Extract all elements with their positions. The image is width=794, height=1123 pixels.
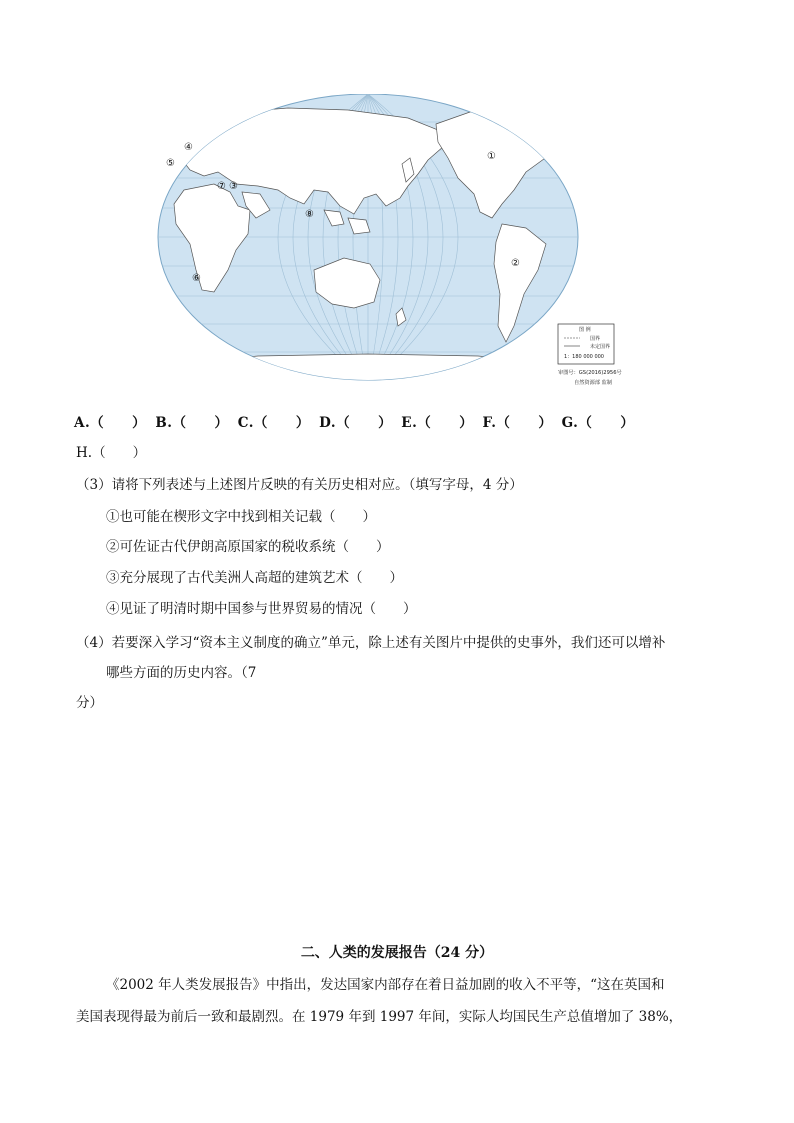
map-legend — [558, 324, 614, 364]
world-map — [118, 94, 638, 394]
graticule — [148, 94, 588, 394]
answer-slot-b[interactable]: B.（ ） — [155, 415, 229, 431]
answer-slot-e[interactable]: E.（ ） — [401, 415, 474, 431]
marker-2 — [511, 258, 520, 269]
answer-slot-g[interactable]: G.（ ） — [561, 415, 635, 431]
svg-text:⑦: ⑦ — [217, 181, 226, 192]
legend-item: 国界 — [590, 336, 601, 342]
question-3-item-1[interactable]: ①也可能在楔形文字中找到相关记载（ ） — [106, 509, 376, 525]
answer-slots-row — [74, 414, 638, 432]
question-4-line-1: （4）若要深入学习“资本主义制度的确立”单元，除上述有关图片中提供的史事外，我们还可以增补 — [76, 635, 666, 651]
answer-slot-c[interactable]: C.（ ） — [237, 415, 310, 431]
legend-title: 图 例 — [579, 327, 591, 333]
map-review-number: 审图号：GS(2016)2956号 — [558, 370, 622, 376]
question-3-item-2[interactable]: ②可佐证古代伊朗高原国家的税收系统（ ） — [106, 539, 390, 555]
question-3-prompt: （3）请将下列表述与上述图片反映的有关历史相对应。（填写字母，4 分） — [76, 477, 523, 493]
marker-1 — [487, 151, 496, 162]
legend-item: 未定国界 — [590, 344, 611, 350]
svg-text:⑤: ⑤ — [166, 158, 175, 169]
question-3-item-3[interactable]: ③充分展现了古代美洲人高超的建筑艺术（ ） — [106, 570, 403, 586]
svg-text:④: ④ — [184, 142, 193, 153]
svg-text:①: ① — [487, 151, 496, 162]
section-title: 二、人类的发展报告（24 分） — [300, 945, 494, 961]
question-4-line-2: 哪些方面的历史内容。（7 — [106, 665, 257, 681]
svg-text:⑥: ⑥ — [192, 273, 201, 284]
question-4-line-3: 分） — [76, 695, 103, 711]
answer-slot-f[interactable]: F.（ ） — [482, 415, 553, 431]
answer-slot-d[interactable]: D.（ ） — [319, 415, 393, 431]
section-paragraph-line-2: 美国表现得最为前后一致和最剧烈。在 1979 年到 1997 年间，实际人均国民生产总值增加了 38%， — [76, 1009, 683, 1025]
marker-5 — [166, 158, 175, 169]
svg-text:②: ② — [511, 258, 520, 269]
antarctica-shape — [178, 354, 558, 394]
greenland-shape — [548, 102, 580, 126]
marker-3 — [229, 181, 238, 192]
section-paragraph-line-1: 《2002 年人类发展报告》中指出，发达国家内部存在着日益加剧的收入不平等，“这在英国和 — [106, 977, 665, 993]
question-3-item-4[interactable]: ④见证了明清时期中国参与世界贸易的情况（ ） — [106, 601, 417, 617]
marker-6 — [192, 273, 201, 284]
marker-7 — [217, 181, 226, 192]
world-map-svg — [118, 94, 638, 394]
svg-text:③: ③ — [229, 181, 238, 192]
marker-8 — [305, 209, 314, 220]
answer-slot-h[interactable]: H.（ ） — [76, 445, 147, 461]
answer-slot-a[interactable]: A.（ ） — [74, 415, 147, 431]
marker-4 — [184, 142, 193, 153]
legend-scale: 1：180 000 000 — [564, 354, 604, 360]
svg-text:⑧: ⑧ — [305, 209, 314, 220]
map-publisher: 自然资源部 监制 — [574, 380, 612, 386]
